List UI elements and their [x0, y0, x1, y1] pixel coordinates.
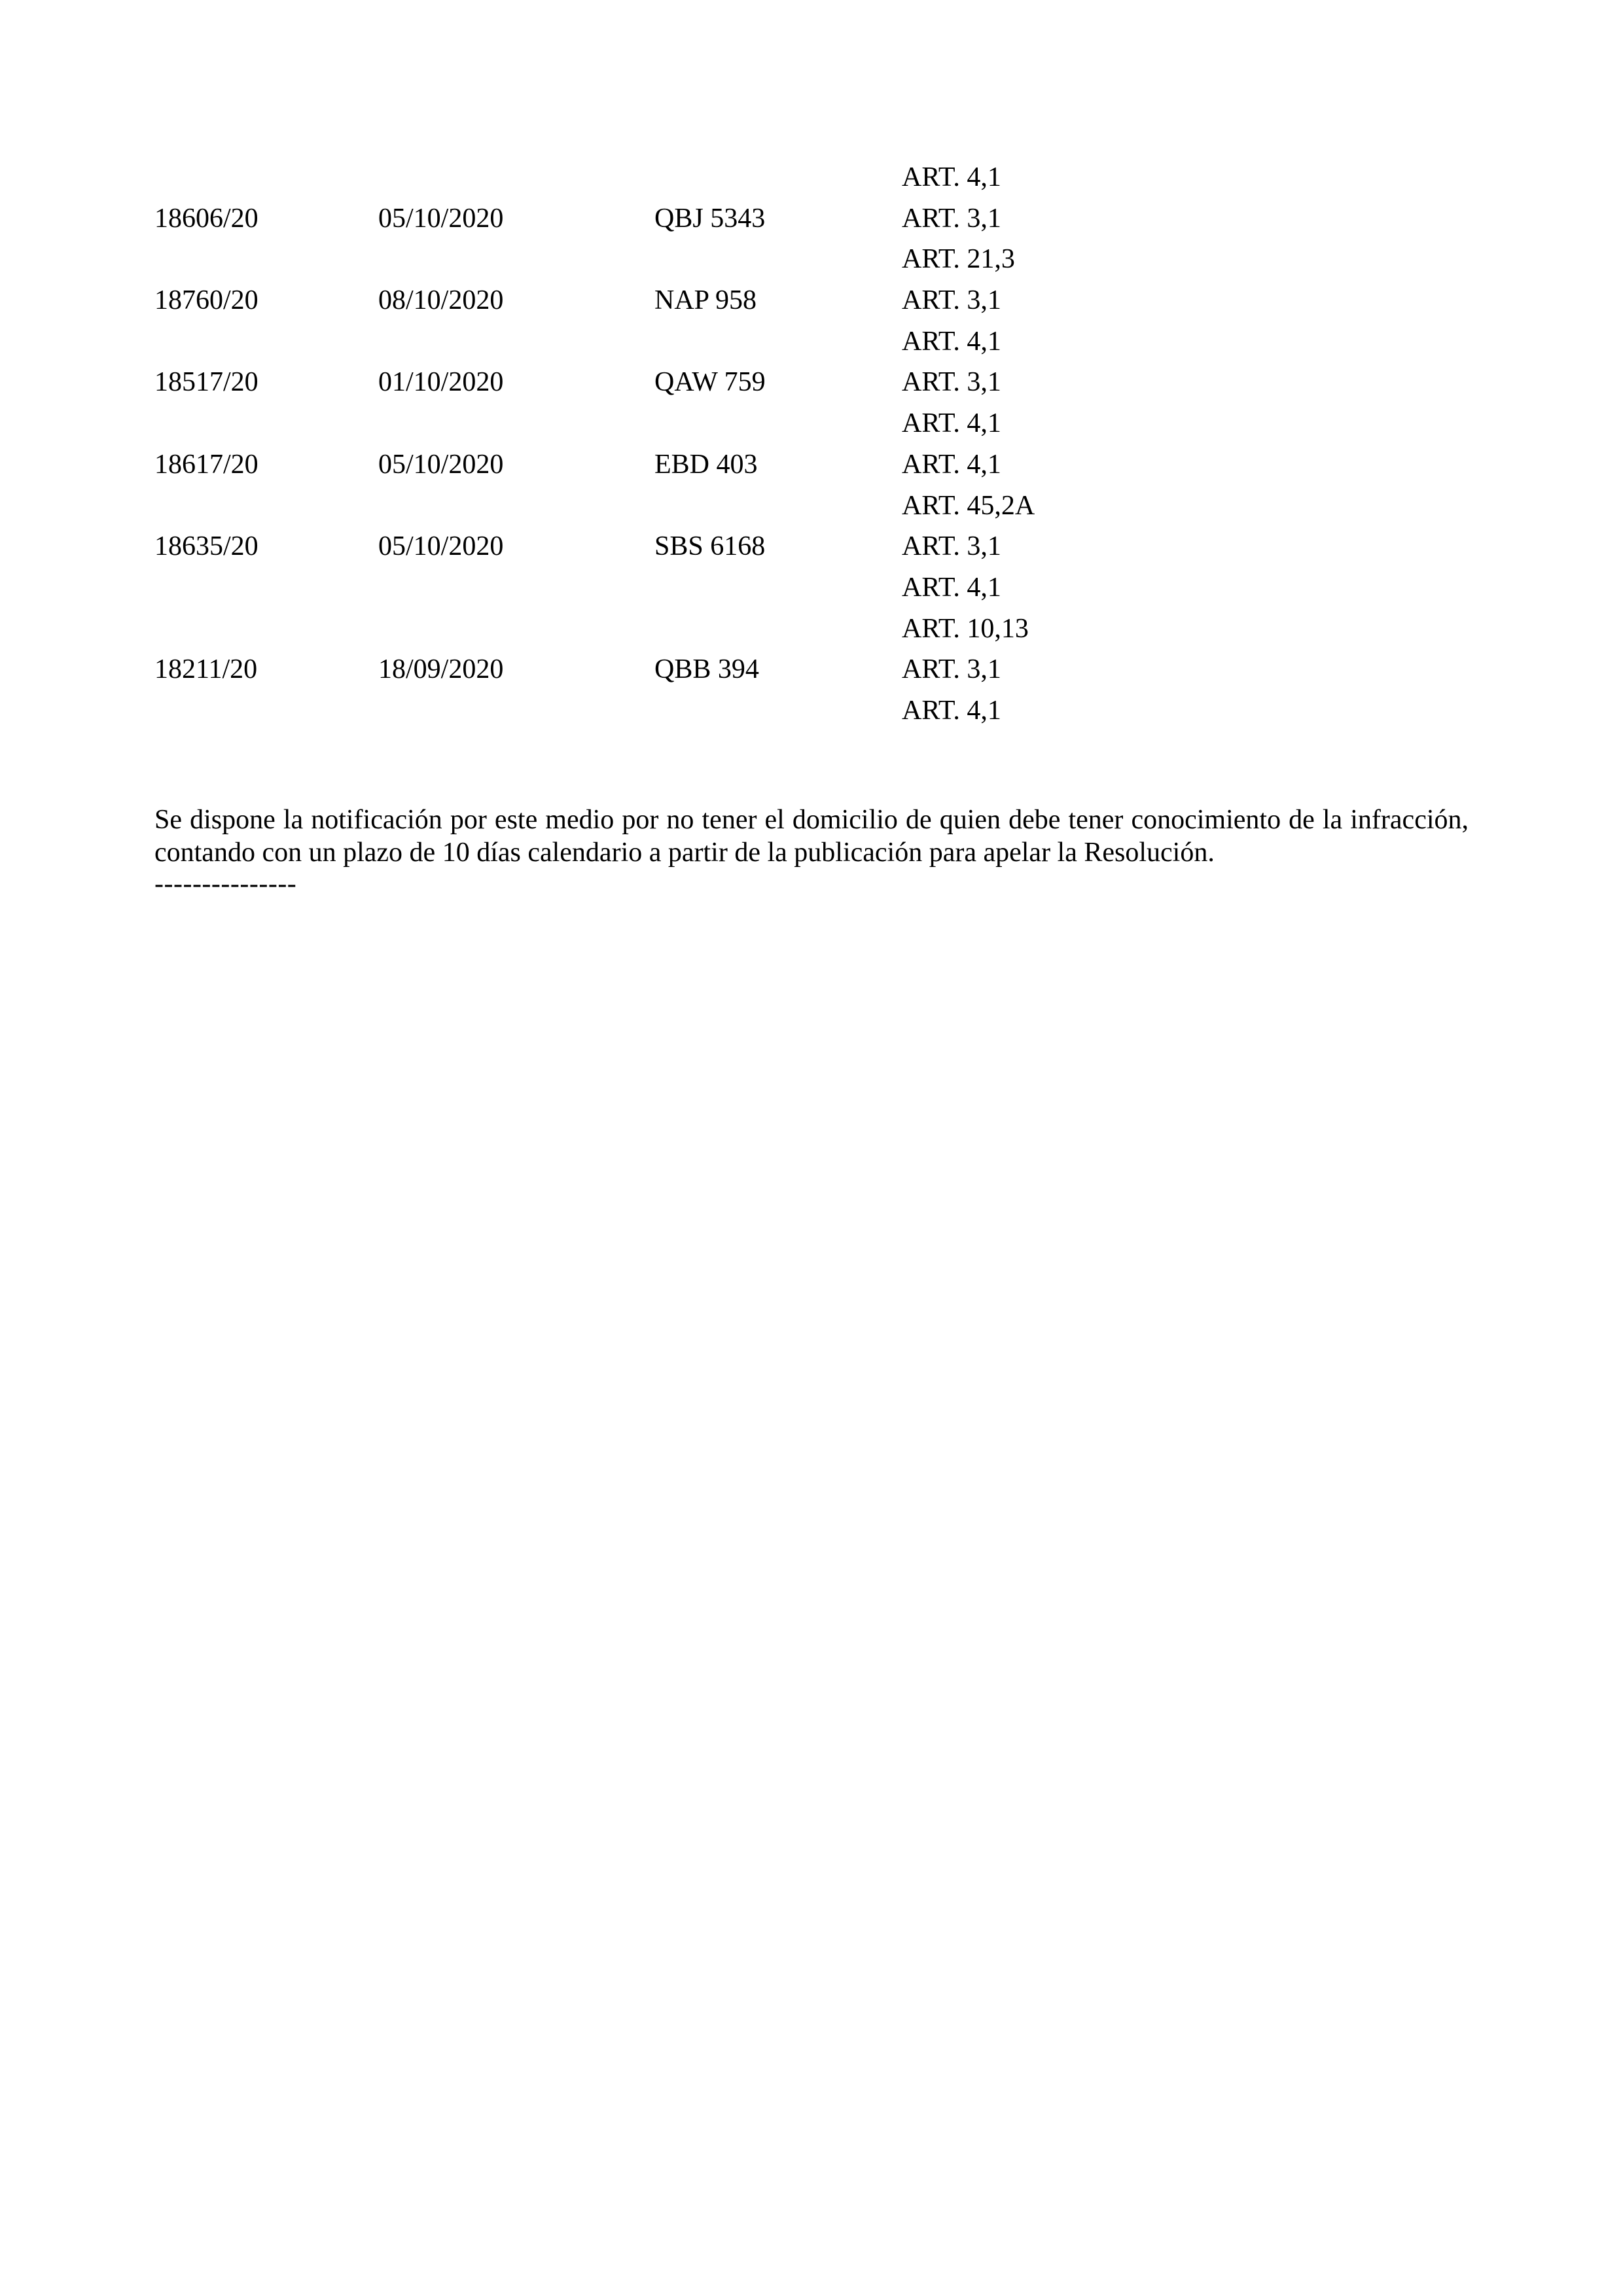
table-row — [154, 486, 1332, 527]
table-row — [154, 567, 1332, 609]
table-row — [154, 280, 1332, 321]
article-cell: ART. 3,1 — [902, 654, 1001, 685]
article-cell: ART. 10,13 — [902, 613, 1029, 644]
expediente-cell: 18617/20 — [154, 449, 259, 480]
table-row — [154, 321, 1332, 362]
expediente-cell: 18760/20 — [154, 285, 259, 316]
article-cell: ART. 3,1 — [902, 367, 1001, 398]
plate-cell: QBJ 5343 — [654, 203, 766, 234]
table-row — [154, 444, 1332, 486]
date-cell: 05/10/2020 — [378, 203, 504, 234]
date-cell: 05/10/2020 — [378, 449, 504, 480]
article-cell: ART. 4,1 — [902, 449, 1001, 480]
article-cell: ART. 3,1 — [902, 285, 1001, 316]
article-cell: ART. 3,1 — [902, 531, 1001, 562]
table-row — [154, 362, 1332, 403]
date-cell: 18/09/2020 — [378, 654, 504, 685]
article-cell: ART. 4,1 — [902, 326, 1001, 357]
table-row — [154, 526, 1332, 567]
expediente-cell: 18635/20 — [154, 531, 259, 562]
plate-cell: QAW 759 — [654, 367, 766, 398]
article-cell: ART. 21,3 — [902, 244, 1015, 275]
article-cell: ART. 4,1 — [902, 695, 1001, 726]
table-row — [154, 649, 1332, 690]
table-row — [154, 403, 1332, 444]
article-cell: ART. 3,1 — [902, 203, 1001, 234]
notice-paragraph: Se dispone la notificación por este medio por no tener el domicilio de quien debe tener conocimiento de la infracción, contando con un plazo de 10 días calendario a partir de la publicación para apelar la Resolución. — [154, 805, 1469, 868]
date-cell: 08/10/2020 — [378, 285, 504, 316]
table-row — [154, 690, 1332, 732]
article-cell: ART. 4,1 — [902, 408, 1001, 439]
table-row — [154, 157, 1332, 198]
plate-cell: EBD 403 — [654, 449, 758, 480]
table-row — [154, 239, 1332, 280]
article-cell: ART. 4,1 — [902, 572, 1001, 603]
table-row — [154, 609, 1332, 650]
date-cell: 01/10/2020 — [378, 367, 504, 398]
expediente-cell: 18606/20 — [154, 203, 259, 234]
plate-cell: NAP 958 — [654, 285, 757, 316]
date-cell: 05/10/2020 — [378, 531, 504, 562]
expediente-cell: 18517/20 — [154, 367, 259, 398]
plate-cell: QBB 394 — [654, 654, 759, 685]
table-row — [154, 198, 1332, 239]
article-cell: ART. 45,2A — [902, 490, 1035, 521]
infractions-table — [154, 157, 1332, 732]
separator-line: --------------- — [154, 869, 297, 899]
plate-cell: SBS 6168 — [654, 531, 766, 562]
expediente-cell: 18211/20 — [154, 654, 258, 685]
article-cell: ART. 4,1 — [902, 162, 1001, 192]
